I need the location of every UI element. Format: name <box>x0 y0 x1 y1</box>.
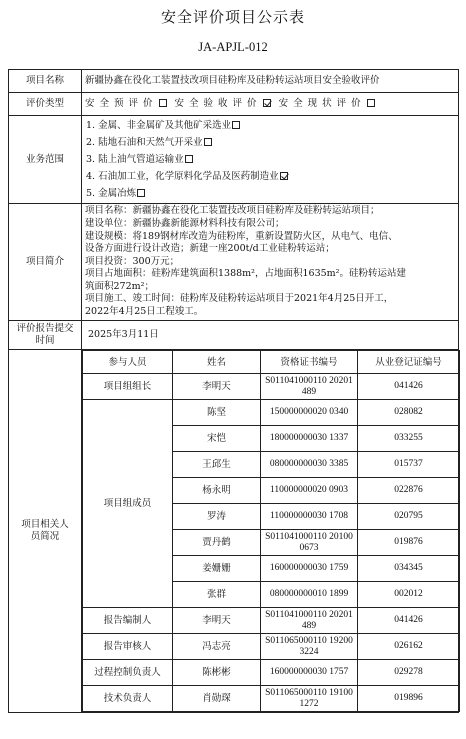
eval-type-label: 评价类型 <box>9 93 82 116</box>
eval-option-pre: 安全预评价 <box>85 98 158 109</box>
intro-line: 项目投资：300万元； <box>85 255 180 267</box>
report-date-value: 2025年3月11日 <box>82 321 459 350</box>
name-cell: 张群 <box>173 582 261 608</box>
checkbox-checked-icon[interactable] <box>280 172 288 180</box>
name-cell: 杨永明 <box>173 478 261 504</box>
cert-cell: S011065000110 191001272 <box>261 686 358 712</box>
personnel-cell <box>82 350 459 713</box>
reg-cell: 019876 <box>358 530 460 556</box>
reg-cell: 019896 <box>358 686 460 712</box>
reg-cell: 020795 <box>358 504 460 530</box>
intro-line: 项目占地面积：硅粉库建筑面积1388m²，占地面积1635m²。硅粉转运站建 <box>85 268 406 280</box>
reg-cell: 033255 <box>358 426 460 452</box>
cert-cell: 150000000020 0340 <box>261 400 358 426</box>
scope-item: 4. 石油加工业，化学原料化学品及医药制造业 <box>86 168 455 185</box>
cert-cell: 160000000030 1759 <box>261 556 358 582</box>
reg-cell: 015737 <box>358 452 460 478</box>
intro-line: 建设规模：将189钢材库改造为硅粉库，重新设置防火区，从电气、电信、 <box>85 230 398 242</box>
role-cell: 报告审核人 <box>83 634 173 660</box>
reg-cell: 026162 <box>358 634 460 660</box>
checkbox-pre-icon[interactable] <box>159 99 167 107</box>
document-code: JA-APJL-012 <box>198 40 268 54</box>
row-scope <box>9 116 459 204</box>
intro-text <box>82 204 459 321</box>
cert-cell: 080000000030 3385 <box>261 452 358 478</box>
project-name-value: 新疆协鑫在役化工装置技改项目硅粉库及硅粉转运站项目安全验收评价 <box>82 70 459 93</box>
row-project-name <box>9 70 459 93</box>
table-row <box>83 634 460 660</box>
cert-cell: S011065000110 192003224 <box>261 634 358 660</box>
cert-cell: S011041000110 20201489 <box>261 608 358 634</box>
personnel-header-row <box>83 351 460 374</box>
name-cell: 宋恺 <box>173 426 261 452</box>
header-cert: 资格证书编号 <box>261 351 358 374</box>
reg-cell: 002012 <box>358 582 460 608</box>
name-cell: 陈坚 <box>173 400 261 426</box>
eval-option-status: 安全现状评价 <box>278 98 366 109</box>
header-reg: 从业登记证编号 <box>358 351 460 374</box>
intro-line: 项目名称：新疆协鑫在役化工装置技改项目硅粉库及硅粉转运站项目； <box>85 205 380 217</box>
header-role: 参与人员 <box>83 351 173 374</box>
role-cell: 过程控制负责人 <box>83 660 173 686</box>
publicity-table <box>8 69 459 713</box>
reg-cell: 022876 <box>358 478 460 504</box>
scope-item: 3. 陆上油气管道运输业 <box>86 151 455 168</box>
header-name: 姓名 <box>173 351 261 374</box>
table-row <box>83 686 460 712</box>
checkbox-icon[interactable] <box>232 121 240 129</box>
report-date-label: 评价报告提交时间 <box>9 321 82 350</box>
cert-cell: 080000000010 1899 <box>261 582 358 608</box>
checkbox-icon[interactable] <box>137 189 145 197</box>
reg-cell: 041426 <box>358 608 460 634</box>
intro-line: 建设单位：新疆协鑫新能源材料科技有限公司； <box>85 217 285 229</box>
name-cell: 贾丹鹤 <box>173 530 261 556</box>
intro-line: 设备方面进行设计改造；新建一座200t/d工业硅粉转运站； <box>85 243 335 255</box>
personnel-table <box>82 350 460 712</box>
checkbox-icon[interactable] <box>185 155 193 163</box>
scope-label: 业务范围 <box>9 116 82 204</box>
cert-cell: S011041000110 20201489 <box>261 374 358 400</box>
scope-item: 1. 金属、非金属矿及其他矿采选业 <box>86 117 455 134</box>
scope-list <box>82 116 459 204</box>
name-cell: 王邱生 <box>173 452 261 478</box>
name-cell: 冯志亮 <box>173 634 261 660</box>
name-cell: 肖勋琛 <box>173 686 261 712</box>
cert-cell: S011041000110 201000673 <box>261 530 358 556</box>
checkbox-icon[interactable] <box>204 138 212 146</box>
cert-cell: 180000000030 1337 <box>261 426 358 452</box>
eval-option-acceptance: 安全验收评价 <box>174 98 262 109</box>
name-cell: 李明天 <box>173 374 261 400</box>
name-cell: 陈彬彬 <box>173 660 261 686</box>
page-title: 安全评价项目公示表 <box>160 8 305 26</box>
row-personnel <box>9 350 459 713</box>
row-intro <box>9 204 459 321</box>
table-row <box>83 374 460 400</box>
role-cell: 报告编制人 <box>83 608 173 634</box>
role-cell: 项目组组长 <box>83 374 173 400</box>
table-row <box>83 400 460 426</box>
role-cell: 项目组成员 <box>83 400 173 608</box>
cert-cell: 110000000030 1708 <box>261 504 358 530</box>
table-row <box>83 660 460 686</box>
project-name-label: 项目名称 <box>9 70 82 93</box>
intro-label: 项目简介 <box>9 204 82 321</box>
intro-line: 2022年4月25日工程竣工。 <box>85 306 204 318</box>
checkbox-acceptance-checked-icon[interactable] <box>263 99 271 107</box>
reg-cell: 029278 <box>358 660 460 686</box>
cert-cell: 110000000020 0903 <box>261 478 358 504</box>
personnel-label: 项目相关人员简况 <box>9 350 82 713</box>
name-cell: 姜姗姗 <box>173 556 261 582</box>
scope-item: 2. 陆地石油和天然气开采业 <box>86 134 455 151</box>
eval-type-options <box>82 93 459 116</box>
scope-item: 5. 金属冶炼 <box>86 185 455 202</box>
reg-cell: 028082 <box>358 400 460 426</box>
row-eval-type <box>9 93 459 116</box>
role-cell: 技术负责人 <box>83 686 173 712</box>
checkbox-status-icon[interactable] <box>367 99 375 107</box>
intro-line: 项目施工、竣工时间：硅粉库及硅粉转运站项目于2021年4月25日开工， <box>85 293 394 305</box>
row-report-date <box>9 321 459 350</box>
table-row <box>83 608 460 634</box>
name-cell: 李明天 <box>173 608 261 634</box>
reg-cell: 034345 <box>358 556 460 582</box>
intro-line: 筑面积272m²； <box>85 280 154 292</box>
reg-cell: 041426 <box>358 374 460 400</box>
cert-cell: 160000000030 1757 <box>261 660 358 686</box>
name-cell: 罗涛 <box>173 504 261 530</box>
